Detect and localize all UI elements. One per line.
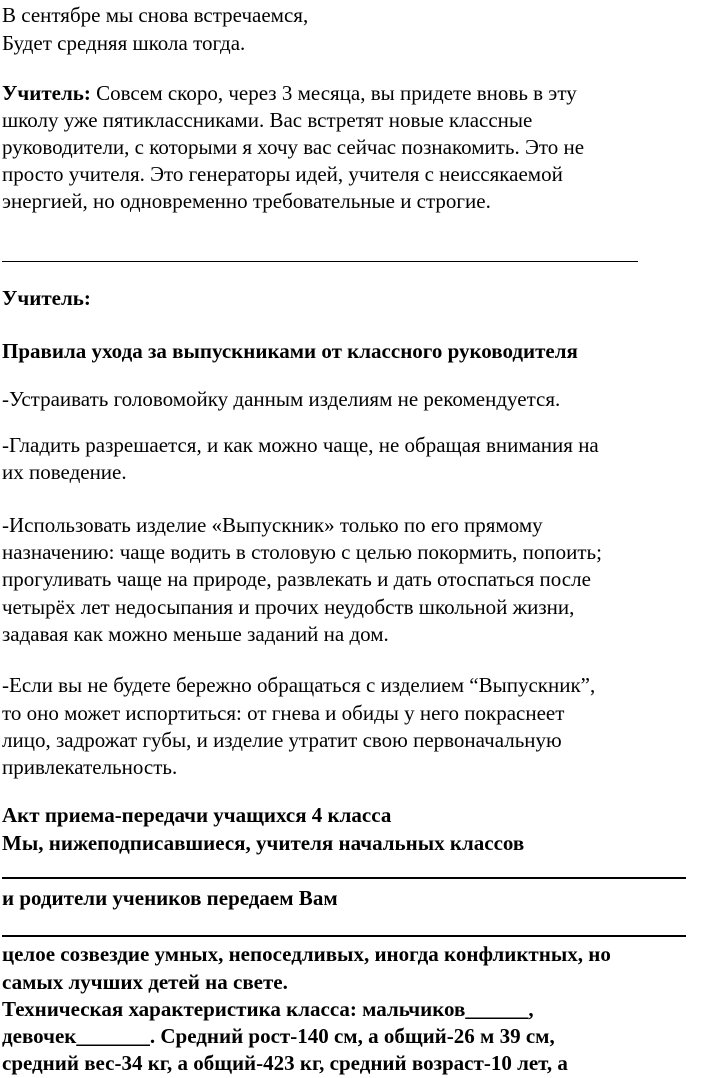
act-line-2: и родители учеников передаем Вам (2, 886, 338, 910)
teacher-intro-line-5: энергией, но одновременно требовательные и строгие. (2, 189, 491, 213)
speaker-label-2: Учитель: (2, 286, 91, 310)
rule-1-line-1: -Устраивать головомойку данным изделиям не рекомендуется. (2, 387, 561, 411)
rule-3-line-4: четырёх лет недосыпания и прочих неудобств школьной жизни, (2, 595, 575, 619)
rule-2-line-2: их поведение. (2, 460, 127, 484)
act-text-line-4: девочек_______. Средний рост-140 см, а общий-26 м 39 см, (2, 1024, 555, 1048)
teacher-intro-text: Совсем скоро, через 3 месяца, вы придете вновь в эту (90, 81, 577, 105)
act-text-line-1: целое созвездие умных, непоседливых, иногда конфликтных, но (2, 942, 611, 966)
teacher-intro-line-2: школу уже пятиклассниками. Вас встретят новые классные (2, 108, 533, 132)
teacher-intro-line-4: просто учителя. Это генераторы идей, учителя с неиссякаемой (2, 162, 563, 186)
horizontal-rule (2, 261, 638, 262)
teacher-intro-line-3: руководители, с которыми я хочу вас сейчас познакомить. Это не (2, 135, 585, 159)
act-text-line-3: Техническая характеристика класса: мальчиков______, (2, 997, 534, 1021)
rule-3-line-3: прогуливать чаще на природе, развлекать и дать отоспаться после (2, 567, 591, 591)
teacher-intro-line-1 (2, 79, 577, 107)
rules-title: Правила ухода за выпускниками от классного руководителя (2, 339, 578, 363)
rule-4-line-2: то оно может испортиться: от гнева и обиды у него покраснеет (2, 701, 565, 725)
rule-4-line-4: привлекательность. (2, 755, 178, 779)
rule-2-line-1: -Гладить разрешается, и как можно чаще, не обращая внимания на (2, 433, 599, 457)
fill-in-line-1 (2, 877, 686, 879)
act-text-line-2: самых лучших детей на свете. (2, 970, 288, 994)
act-line-1: Мы, нижеподписавшиеся, учителя начальных классов (2, 831, 525, 855)
rule-3-line-1: -Использовать изделие «Выпускник» только по его прямому (2, 513, 543, 537)
act-title: Акт приема-передачи учащихся 4 класса (2, 803, 392, 827)
fill-in-line-2 (2, 935, 686, 937)
rule-3-line-5: задавая как можно меньше заданий на дом. (2, 622, 389, 646)
poem-line-1: В сентябре мы снова встречаемся, (2, 3, 309, 27)
speaker-label: Учитель: (2, 81, 91, 105)
poem-line-2: Будет средняя школа тогда. (2, 31, 246, 55)
rule-4-line-3: лицо, задрожат губы, и изделие утратит свою первоначальную (2, 728, 562, 752)
rule-4-line-1: -Если вы не будете бережно обращаться с изделием “Выпускник”, (2, 673, 596, 697)
act-text-line-5: средний вес-34 кг, а общий-423 кг, средний возраст-10 лет, а (2, 1051, 568, 1075)
rule-3-line-2: назначению: чаще водить в столовую с целью покормить, попоить; (2, 540, 602, 564)
